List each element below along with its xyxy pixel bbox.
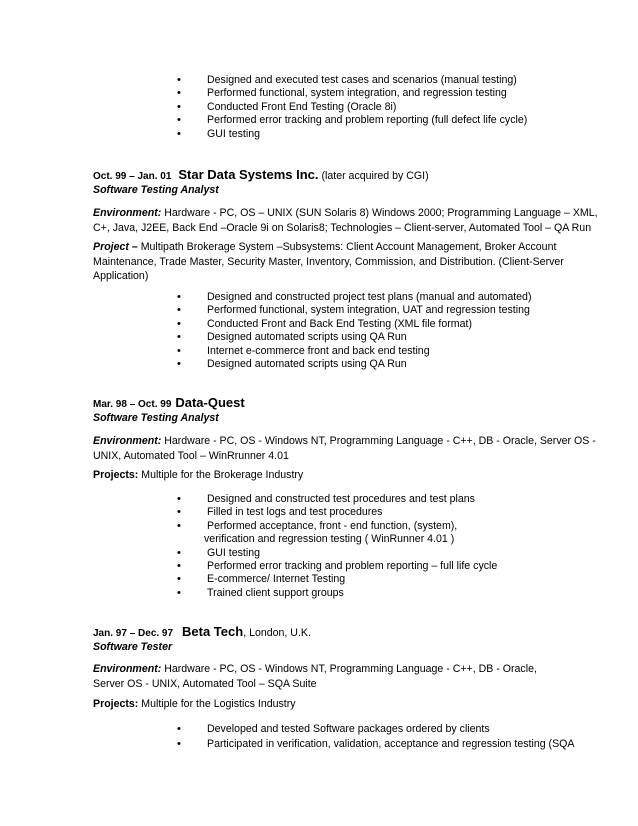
job-role: Software Testing Analyst [93, 412, 219, 424]
bullet-icon: • [177, 357, 181, 370]
list-item: • GUI testing [177, 546, 260, 559]
job-star-data-systems [93, 167, 603, 197]
bullet-icon: • [177, 586, 181, 599]
list-item: • GUI testing [177, 127, 260, 140]
bullet-icon: • [177, 317, 181, 330]
job-environment: Environment: Hardware - PC, OS - Windows NT, Programming Language - C++, DB - Oracle, Server OS - UNIX, Automated Tool – WinRrunner 4.01 [93, 435, 596, 462]
company-name: Star Data Systems Inc. [178, 167, 319, 182]
list-item: • Conducted Front End Testing (Oracle 8i) [177, 100, 397, 113]
list-item: • Performed error tracking and problem reporting (full defect life cycle) [177, 114, 528, 127]
bullet-icon: • [177, 331, 181, 344]
list-item: • Participated in verification, validation, acceptance and regression testing (SQA [177, 738, 575, 750]
job-dates: Oct. 99 – Jan. 01 [93, 171, 172, 182]
job-beta-tech [93, 624, 603, 654]
list-item: • Conducted Front and Back End Testing (XML file format) [177, 317, 472, 330]
bullet-icon: • [177, 738, 181, 750]
company-name: Data-Quest [175, 395, 245, 410]
list-item: • Performed acceptance, front - end function, (system), [177, 519, 458, 532]
job-environment: Environment: Hardware - PC, OS - Windows NT, Programming Language - C++, DB - Oracle, Server OS - UNIX, Automated Tool – SQA Suite [93, 663, 537, 690]
bullet-icon: • [177, 723, 181, 735]
job-role: Software Testing Analyst [93, 184, 219, 196]
bullet-icon: • [177, 291, 181, 303]
job-header [93, 624, 603, 640]
bullet-icon: • [177, 559, 181, 572]
bullet-icon: • [177, 573, 181, 586]
bullet-icon: • [177, 506, 181, 519]
job-dates: Mar. 98 – Oct. 99 [93, 399, 172, 410]
list-item: • Performed error tracking and problem reporting – full life cycle [177, 559, 498, 572]
list-item: • Designed and constructed project test plans (manual and automated) [177, 291, 532, 303]
previous-job-bullet-list [177, 74, 597, 141]
job-bullet-list [177, 493, 597, 600]
bullet-icon: • [177, 519, 181, 532]
list-item: • Performed functional, system integration, and regression testing [177, 87, 507, 100]
job-data-quest [93, 395, 603, 425]
list-item: • Designed automated scripts using QA Run [177, 331, 407, 344]
company-name: Beta Tech [182, 624, 244, 639]
bullet-icon: • [177, 74, 181, 86]
list-item: • Internet e-commerce front and back end testing [177, 344, 430, 357]
list-item: • E-commerce/ Internet Testing [177, 573, 346, 586]
list-item: • Designed and constructed test procedures and test plans [177, 493, 475, 505]
list-item: • Filled in test logs and test procedures [177, 506, 383, 519]
job-project: Projects: Multiple for the Logistics Industry [93, 698, 296, 710]
bullet-icon: • [177, 493, 181, 505]
job-bullet-list [177, 291, 597, 371]
job-project: Projects: Multiple for the Brokerage Industry [93, 469, 304, 481]
job-project: Project – Multipath Brokerage System –Subsystems: Client Account Management, Broker Account Maintenance, Trade Master, Security Master, Inventory, Commission, and Distribution. (Client-Server Application) [93, 241, 564, 282]
list-item-continuation: verification and regression testing ( WinRunner 4.01 ) [204, 533, 455, 546]
job-environment: Environment: Hardware - PC, OS – UNIX (SUN Solaris 8) Windows 2000; Programming Language – XML, C+, Java, J2EE, Back End –Oracle 9i on Solaris8; Technologies – Client-server, Automated Tool – QA Run [93, 207, 598, 234]
list-item: • Designed and executed test cases and scenarios (manual testing) [177, 74, 517, 86]
bullet-icon: • [177, 344, 181, 357]
bullet-icon: • [177, 114, 181, 127]
job-header [93, 167, 603, 183]
bullet-icon: • [177, 100, 181, 113]
company-note: , London, U.K. [243, 627, 311, 639]
bullet-icon: • [177, 304, 181, 317]
bullet-icon: • [177, 87, 181, 100]
company-note: (later acquired by CGI) [318, 170, 429, 182]
bullet-icon: • [177, 127, 181, 140]
job-bullet-list [177, 722, 597, 752]
list-item: • Developed and tested Software packages ordered by clients [177, 723, 490, 735]
list-item: • Trained client support groups [177, 586, 344, 599]
job-header [93, 395, 603, 411]
list-item: • Performed functional, system integration, UAT and regression testing [177, 304, 530, 317]
list-item: • Designed automated scripts using QA Run [177, 357, 407, 370]
job-role: Software Tester [93, 641, 173, 653]
job-dates: Jan. 97 – Dec. 97 [93, 628, 174, 639]
bullet-icon: • [177, 546, 181, 559]
